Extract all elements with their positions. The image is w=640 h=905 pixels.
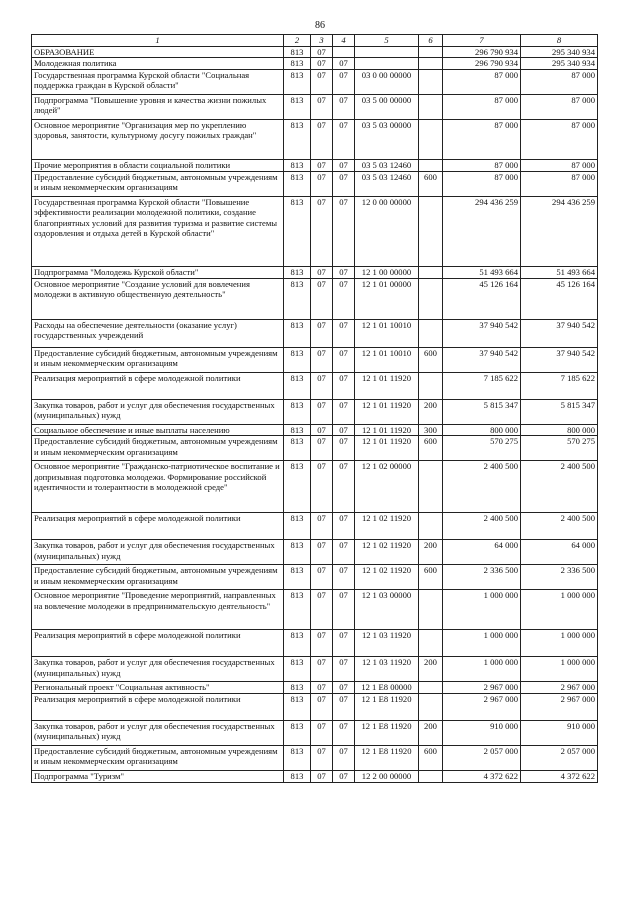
target-article-code: 12 1 01 11920 (355, 424, 419, 436)
section-code: 07 (311, 372, 333, 399)
amount-year-1: 296 790 934 (443, 58, 521, 70)
ministry-code: 813 (284, 630, 311, 657)
amount-year-2: 2 967 000 (521, 693, 598, 720)
amount-year-1: 2 967 000 (443, 693, 521, 720)
target-article-code: 12 1 01 11920 (355, 372, 419, 399)
subsection-code: 07 (333, 682, 355, 694)
subsection-code: 07 (333, 159, 355, 171)
section-code: 07 (311, 119, 333, 159)
section-code: 07 (311, 159, 333, 171)
subsection-code: 07 (333, 720, 355, 745)
amount-year-2: 2 057 000 (521, 745, 598, 770)
item-name: Закупка товаров, работ и услуг для обеспечения государственных (муниципальных) нужд (32, 720, 284, 745)
amount-year-1: 1 000 000 (443, 590, 521, 630)
table-row (32, 682, 598, 694)
ministry-code: 813 (284, 278, 311, 319)
section-code: 07 (311, 461, 333, 513)
page-number: 86 (315, 20, 325, 31)
table-row (32, 347, 598, 372)
expense-type-code (419, 461, 443, 513)
target-article-code: 12 1 E8 00000 (355, 682, 419, 694)
amount-year-1: 87 000 (443, 69, 521, 94)
ministry-code: 813 (284, 196, 311, 266)
target-article-code: 12 1 00 00000 (355, 266, 419, 278)
table-row (32, 590, 598, 630)
ministry-code: 813 (284, 171, 311, 196)
ministry-code: 813 (284, 159, 311, 171)
expense-type-code (419, 119, 443, 159)
expense-type-code: 600 (419, 745, 443, 770)
amount-year-2: 2 967 000 (521, 682, 598, 694)
amount-year-1: 570 275 (443, 436, 521, 461)
ministry-code: 813 (284, 69, 311, 94)
table-body (32, 46, 598, 782)
item-name: Государственная программа Курской области "Повышение эффективности реализации молодежной политики, создание благоприятных условий для развития туризма и развитие системы оздоровления и отдыха детей в Курской области" (32, 196, 284, 266)
target-article-code: 12 0 00 00000 (355, 196, 419, 266)
item-name: ОБРАЗОВАНИЕ (32, 46, 284, 58)
expense-type-code: 200 (419, 399, 443, 424)
ministry-code: 813 (284, 745, 311, 770)
item-name: Реализация мероприятий в сфере молодежной политики (32, 513, 284, 540)
amount-year-2: 7 185 622 (521, 372, 598, 399)
column-header: 8 (521, 35, 598, 47)
section-code: 07 (311, 424, 333, 436)
item-name: Предоставление субсидий бюджетным, автономным учреждениям и иным некоммерческим организациям (32, 347, 284, 372)
subsection-code: 07 (333, 347, 355, 372)
amount-year-1: 64 000 (443, 540, 521, 565)
expense-type-code (419, 630, 443, 657)
table-row (32, 693, 598, 720)
subsection-code (333, 46, 355, 58)
item-name: Расходы на обеспечение деятельности (оказание услуг) государственных учреждений (32, 319, 284, 347)
column-header: 2 (284, 35, 311, 47)
target-article-code: 12 2 00 00000 (355, 770, 419, 782)
section-code: 07 (311, 770, 333, 782)
amount-year-2: 37 940 542 (521, 319, 598, 347)
target-article-code: 12 1 02 00000 (355, 461, 419, 513)
item-name: Региональный проект "Социальная активность" (32, 682, 284, 694)
section-code: 07 (311, 720, 333, 745)
table-row (32, 159, 598, 171)
subsection-code: 07 (333, 540, 355, 565)
ministry-code: 813 (284, 436, 311, 461)
table-row (32, 319, 598, 347)
subsection-code: 07 (333, 657, 355, 682)
section-code: 07 (311, 266, 333, 278)
expense-type-code: 600 (419, 565, 443, 590)
column-header: 5 (355, 35, 419, 47)
amount-year-2: 45 126 164 (521, 278, 598, 319)
amount-year-2: 37 940 542 (521, 347, 598, 372)
target-article-code: 12 1 03 11920 (355, 657, 419, 682)
item-name: Основное мероприятие "Гражданско-патриотическое воспитание и допризывная подготовка молодежи. Формирование российской идентичности и толерантности в молодежной среде" (32, 461, 284, 513)
expense-type-code (419, 770, 443, 782)
subsection-code: 07 (333, 119, 355, 159)
section-code: 07 (311, 657, 333, 682)
amount-year-2: 295 340 934 (521, 58, 598, 70)
item-name: Реализация мероприятий в сфере молодежной политики (32, 693, 284, 720)
table-row (32, 513, 598, 540)
subsection-code: 07 (333, 565, 355, 590)
expense-type-code (419, 266, 443, 278)
ministry-code: 813 (284, 720, 311, 745)
section-code: 07 (311, 513, 333, 540)
expense-type-code: 600 (419, 436, 443, 461)
amount-year-1: 4 372 622 (443, 770, 521, 782)
ministry-code: 813 (284, 693, 311, 720)
item-name: Реализация мероприятий в сфере молодежной политики (32, 372, 284, 399)
subsection-code: 07 (333, 770, 355, 782)
subsection-code: 07 (333, 69, 355, 94)
section-code: 07 (311, 590, 333, 630)
section-code: 07 (311, 682, 333, 694)
target-article-code: 03 5 03 00000 (355, 119, 419, 159)
section-code: 07 (311, 540, 333, 565)
table-row (32, 540, 598, 565)
expense-type-code (419, 69, 443, 94)
item-name: Основное мероприятие "Проведение мероприятий, направленных на вовлечение молодежи в предпринимательскую деятельность" (32, 590, 284, 630)
target-article-code (355, 46, 419, 58)
section-code: 07 (311, 745, 333, 770)
amount-year-2: 910 000 (521, 720, 598, 745)
subsection-code: 07 (333, 319, 355, 347)
amount-year-2: 2 336 500 (521, 565, 598, 590)
expense-type-code (419, 372, 443, 399)
amount-year-2: 1 000 000 (521, 590, 598, 630)
subsection-code: 07 (333, 94, 355, 119)
section-code: 07 (311, 436, 333, 461)
amount-year-1: 1 000 000 (443, 630, 521, 657)
column-header: 7 (443, 35, 521, 47)
subsection-code: 07 (333, 266, 355, 278)
target-article-code: 12 1 03 11920 (355, 630, 419, 657)
amount-year-2: 87 000 (521, 159, 598, 171)
item-name: Предоставление субсидий бюджетным, автономным учреждениям и иным некоммерческим организациям (32, 171, 284, 196)
ministry-code: 813 (284, 565, 311, 590)
ministry-code: 813 (284, 372, 311, 399)
amount-year-1: 37 940 542 (443, 347, 521, 372)
amount-year-2: 1 000 000 (521, 657, 598, 682)
column-header: 4 (333, 35, 355, 47)
ministry-code: 813 (284, 347, 311, 372)
amount-year-1: 2 400 500 (443, 513, 521, 540)
expense-type-code: 200 (419, 657, 443, 682)
amount-year-2: 87 000 (521, 119, 598, 159)
amount-year-1: 2 336 500 (443, 565, 521, 590)
item-name: Социальное обеспечение и иные выплаты населению (32, 424, 284, 436)
subsection-code: 07 (333, 693, 355, 720)
expense-type-code (419, 513, 443, 540)
amount-year-2: 2 400 500 (521, 513, 598, 540)
table-row (32, 424, 598, 436)
target-article-code: 12 1 02 11920 (355, 565, 419, 590)
ministry-code: 813 (284, 461, 311, 513)
amount-year-2: 51 493 664 (521, 266, 598, 278)
ministry-code: 813 (284, 46, 311, 58)
expense-type-code (419, 94, 443, 119)
target-article-code: 03 5 03 12460 (355, 171, 419, 196)
target-article-code (355, 58, 419, 70)
target-article-code: 12 1 02 11920 (355, 540, 419, 565)
table-row (32, 94, 598, 119)
section-code: 07 (311, 399, 333, 424)
section-code: 07 (311, 319, 333, 347)
amount-year-2: 570 275 (521, 436, 598, 461)
subsection-code: 07 (333, 58, 355, 70)
item-name: Основное мероприятие "Создание условий для вовлечения молодежи в активную общественную деятельность" (32, 278, 284, 319)
subsection-code: 07 (333, 436, 355, 461)
target-article-code: 03 5 00 00000 (355, 94, 419, 119)
item-name: Предоставление субсидий бюджетным, автономным учреждениям и иным некоммерческим организациям (32, 745, 284, 770)
table-row (32, 196, 598, 266)
item-name: Прочие мероприятия в области социальной политики (32, 159, 284, 171)
subsection-code: 07 (333, 399, 355, 424)
section-code: 07 (311, 693, 333, 720)
section-code: 07 (311, 630, 333, 657)
amount-year-1: 7 185 622 (443, 372, 521, 399)
amount-year-1: 87 000 (443, 159, 521, 171)
amount-year-1: 87 000 (443, 94, 521, 119)
target-article-code: 12 1 02 11920 (355, 513, 419, 540)
table-row (32, 46, 598, 58)
column-header: 3 (311, 35, 333, 47)
amount-year-1: 51 493 664 (443, 266, 521, 278)
table-row (32, 720, 598, 745)
amount-year-1: 45 126 164 (443, 278, 521, 319)
target-article-code: 12 1 01 11920 (355, 399, 419, 424)
target-article-code: 12 1 01 10010 (355, 347, 419, 372)
column-header: 1 (32, 35, 284, 47)
table-row (32, 69, 598, 94)
subsection-code: 07 (333, 278, 355, 319)
item-name: Предоставление субсидий бюджетным, автономным учреждениям и иным некоммерческим организациям (32, 436, 284, 461)
amount-year-2: 1 000 000 (521, 630, 598, 657)
ministry-code: 813 (284, 770, 311, 782)
subsection-code: 07 (333, 590, 355, 630)
ministry-code: 813 (284, 319, 311, 347)
item-name: Закупка товаров, работ и услуг для обеспечения государственных (муниципальных) нужд (32, 657, 284, 682)
section-code: 07 (311, 565, 333, 590)
item-name: Молодежная политика (32, 58, 284, 70)
table-row (32, 657, 598, 682)
item-name: Подпрограмма "Молодежь Курской области" (32, 266, 284, 278)
section-code: 07 (311, 171, 333, 196)
amount-year-2: 2 400 500 (521, 461, 598, 513)
ministry-code: 813 (284, 540, 311, 565)
amount-year-2: 5 815 347 (521, 399, 598, 424)
amount-year-2: 87 000 (521, 69, 598, 94)
expense-type-code (419, 58, 443, 70)
expense-type-code: 200 (419, 720, 443, 745)
amount-year-1: 87 000 (443, 171, 521, 196)
item-name: Подпрограмма "Повышение уровня и качества жизни пожилых людей" (32, 94, 284, 119)
amount-year-2: 800 000 (521, 424, 598, 436)
amount-year-1: 1 000 000 (443, 657, 521, 682)
table-header-row (32, 35, 598, 47)
item-name: Предоставление субсидий бюджетным, автономным учреждениям и иным некоммерческим организациям (32, 565, 284, 590)
amount-year-1: 294 436 259 (443, 196, 521, 266)
table-row (32, 58, 598, 70)
table-row (32, 399, 598, 424)
table-row (32, 372, 598, 399)
table-row (32, 461, 598, 513)
ministry-code: 813 (284, 58, 311, 70)
subsection-code: 07 (333, 196, 355, 266)
expense-type-code (419, 46, 443, 58)
ministry-code: 813 (284, 424, 311, 436)
column-header: 6 (419, 35, 443, 47)
section-code: 07 (311, 278, 333, 319)
amount-year-2: 295 340 934 (521, 46, 598, 58)
subsection-code: 07 (333, 630, 355, 657)
table-row (32, 119, 598, 159)
amount-year-2: 4 372 622 (521, 770, 598, 782)
table-row (32, 436, 598, 461)
target-article-code: 12 1 E8 11920 (355, 693, 419, 720)
expense-type-code (419, 682, 443, 694)
amount-year-1: 2 400 500 (443, 461, 521, 513)
target-article-code: 12 1 01 10010 (355, 319, 419, 347)
target-article-code: 03 0 00 00000 (355, 69, 419, 94)
amount-year-1: 910 000 (443, 720, 521, 745)
ministry-code: 813 (284, 682, 311, 694)
section-code: 07 (311, 69, 333, 94)
expense-type-code: 600 (419, 171, 443, 196)
subsection-code: 07 (333, 745, 355, 770)
amount-year-1: 800 000 (443, 424, 521, 436)
item-name: Закупка товаров, работ и услуг для обеспечения государственных (муниципальных) нужд (32, 540, 284, 565)
amount-year-1: 2 057 000 (443, 745, 521, 770)
target-article-code: 12 1 E8 11920 (355, 745, 419, 770)
table-row (32, 745, 598, 770)
amount-year-2: 87 000 (521, 94, 598, 119)
amount-year-1: 5 815 347 (443, 399, 521, 424)
ministry-code: 813 (284, 119, 311, 159)
section-code: 07 (311, 94, 333, 119)
expense-type-code (419, 693, 443, 720)
ministry-code: 813 (284, 399, 311, 424)
amount-year-2: 64 000 (521, 540, 598, 565)
amount-year-1: 87 000 (443, 119, 521, 159)
target-article-code: 03 5 03 12460 (355, 159, 419, 171)
expense-type-code (419, 196, 443, 266)
table-row (32, 565, 598, 590)
subsection-code: 07 (333, 461, 355, 513)
item-name: Реализация мероприятий в сфере молодежной политики (32, 630, 284, 657)
expense-type-code: 300 (419, 424, 443, 436)
budget-table (31, 34, 598, 783)
expense-type-code: 600 (419, 347, 443, 372)
amount-year-1: 296 790 934 (443, 46, 521, 58)
target-article-code: 12 1 E8 11920 (355, 720, 419, 745)
amount-year-2: 87 000 (521, 171, 598, 196)
table-row (32, 278, 598, 319)
item-name: Подпрограмма "Туризм" (32, 770, 284, 782)
subsection-code: 07 (333, 372, 355, 399)
section-code: 07 (311, 196, 333, 266)
ministry-code: 813 (284, 266, 311, 278)
section-code: 07 (311, 347, 333, 372)
ministry-code: 813 (284, 590, 311, 630)
amount-year-1: 37 940 542 (443, 319, 521, 347)
subsection-code: 07 (333, 424, 355, 436)
subsection-code: 07 (333, 171, 355, 196)
item-name: Закупка товаров, работ и услуг для обеспечения государственных (муниципальных) нужд (32, 399, 284, 424)
target-article-code: 12 1 03 00000 (355, 590, 419, 630)
amount-year-1: 2 967 000 (443, 682, 521, 694)
table-row (32, 630, 598, 657)
subsection-code: 07 (333, 513, 355, 540)
table-row (32, 171, 598, 196)
item-name: Государственная программа Курской области "Социальная поддержка граждан в Курской области" (32, 69, 284, 94)
ministry-code: 813 (284, 657, 311, 682)
item-name: Основное мероприятие "Организация мер по укреплению здоровья, занятости, культурному досугу пожилых граждан" (32, 119, 284, 159)
expense-type-code (419, 319, 443, 347)
table-row (32, 770, 598, 782)
expense-type-code (419, 159, 443, 171)
expense-type-code (419, 278, 443, 319)
section-code: 07 (311, 46, 333, 58)
target-article-code: 12 1 01 00000 (355, 278, 419, 319)
expense-type-code: 200 (419, 540, 443, 565)
ministry-code: 813 (284, 94, 311, 119)
section-code: 07 (311, 58, 333, 70)
amount-year-2: 294 436 259 (521, 196, 598, 266)
target-article-code: 12 1 01 11920 (355, 436, 419, 461)
table-row (32, 266, 598, 278)
ministry-code: 813 (284, 513, 311, 540)
expense-type-code (419, 590, 443, 630)
